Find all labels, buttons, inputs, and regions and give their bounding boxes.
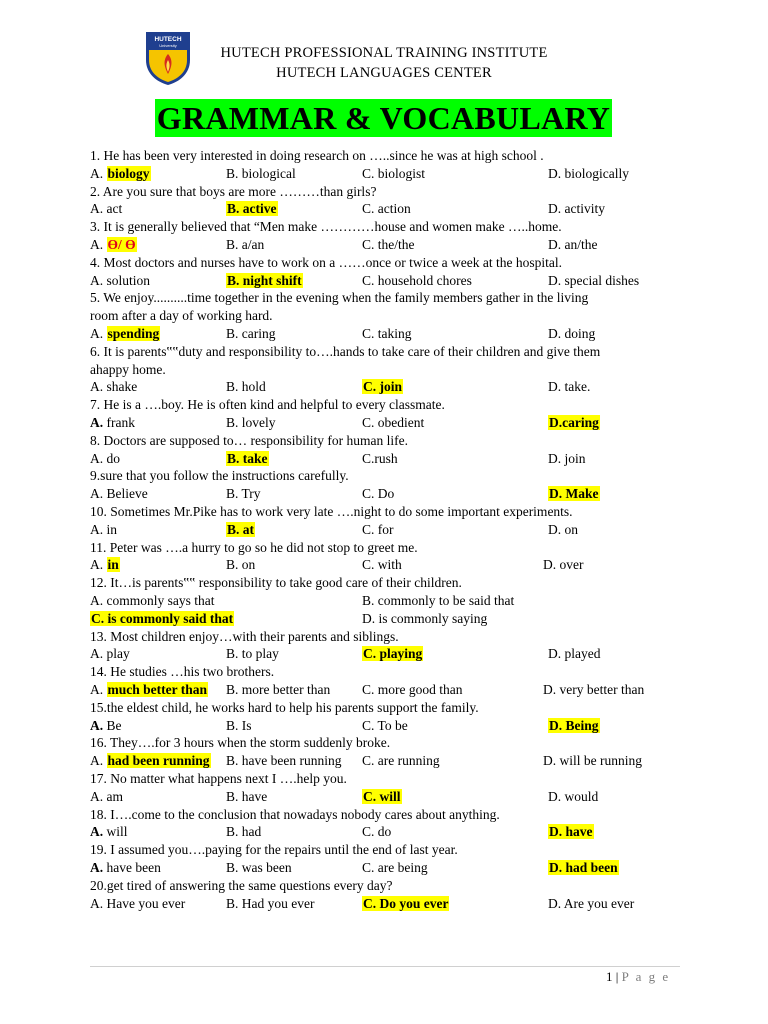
option-text: Had you ever (241, 895, 315, 911)
option-text: an/the (564, 237, 598, 252)
option-letter: D. (548, 237, 562, 252)
option-text: very better than (559, 682, 645, 697)
option-letter: C. (362, 272, 375, 288)
answer-option[interactable] (90, 788, 123, 805)
answer-option[interactable] (362, 485, 394, 502)
option-letter: B. (226, 824, 239, 840)
option-letter: A. (90, 326, 104, 341)
option-letter: D. (543, 682, 557, 697)
option-text: had (241, 824, 262, 840)
option-letter: B. (227, 450, 240, 466)
answer-option[interactable] (90, 645, 130, 662)
correct-answer-highlight (362, 789, 402, 804)
answer-option[interactable] (226, 414, 276, 431)
answer-option[interactable] (548, 859, 619, 876)
option-text: shake (106, 379, 138, 395)
option-text: solution (106, 272, 151, 288)
question-text: room after a day of working hard. (90, 308, 273, 324)
answer-option[interactable] (90, 450, 120, 467)
answer-option[interactable] (90, 521, 117, 538)
answer-option[interactable] (90, 592, 215, 609)
question-text: 12. It…is parents‟‟ responsibility to take good care of their children. (90, 575, 462, 591)
option-letter: B. (226, 788, 239, 804)
svg-text:University: University (159, 43, 177, 48)
option-text: Try (241, 486, 261, 502)
answer-option[interactable] (362, 895, 449, 912)
option-letter: D. (548, 272, 562, 288)
answer-option[interactable] (548, 521, 578, 538)
answer-option[interactable] (226, 521, 255, 538)
option-text: special dishes (564, 272, 640, 288)
correct-answer-highlight (548, 486, 600, 501)
answer-option[interactable] (362, 823, 391, 840)
option-letter: A. (90, 272, 104, 288)
answer-option[interactable] (543, 556, 584, 573)
option-letter: A. (90, 557, 104, 573)
question-text: 9.sure that you follow the instructions carefully. (90, 468, 349, 484)
option-text: have (241, 788, 268, 804)
option-letter: B. (226, 682, 239, 697)
option-text: biologically (564, 165, 629, 181)
option-letter: C. (362, 415, 375, 430)
option-text: is commonly said that (107, 610, 234, 626)
answer-option[interactable] (548, 645, 601, 662)
option-letter: B. (226, 717, 239, 733)
option-text: act (106, 201, 123, 217)
question-text: 8. Doctors are supposed to… responsibility for human life. (90, 432, 408, 448)
option-text: activity (564, 201, 605, 217)
option-letter: B. (226, 753, 239, 769)
question-text: 10. Sometimes Mr.Pike has to work very late ….night to do some important experiments. (90, 504, 573, 519)
option-letter: D. (548, 165, 562, 181)
option-letter: B. (226, 237, 239, 252)
option-letter: A. (90, 788, 104, 804)
answer-option[interactable] (548, 895, 634, 912)
option-letter: A. (90, 717, 104, 733)
option-text: was been (241, 860, 292, 875)
option-letter: A. (90, 237, 104, 252)
answer-option[interactable] (90, 717, 122, 734)
option-letter: D. (543, 753, 557, 769)
option-letter: A. (90, 753, 104, 769)
page-title: GRAMMAR & VOCABULARY (156, 100, 611, 136)
answer-option[interactable] (548, 414, 600, 431)
option-text: on (564, 521, 578, 537)
answer-option[interactable] (226, 788, 267, 805)
option-letter: C. (362, 557, 375, 573)
option-text: have (565, 824, 593, 840)
correct-answer-highlight (362, 646, 423, 661)
option-text: commonly says that (106, 593, 215, 608)
answer-option[interactable] (362, 200, 411, 217)
option-letter: C. (91, 610, 105, 626)
option-text: more better than (241, 682, 331, 697)
option-letter: D. (362, 610, 376, 626)
option-letter: C. (362, 824, 375, 840)
answer-option[interactable] (362, 272, 472, 289)
answer-option[interactable] (362, 236, 415, 253)
option-letter: C. (363, 646, 377, 662)
option-letter: D. (549, 824, 563, 840)
answer-option[interactable] (362, 788, 402, 805)
option-letter: C. (362, 237, 375, 252)
option-letter: C. (362, 450, 375, 466)
answer-option[interactable] (362, 521, 394, 538)
option-letter: C. (362, 486, 375, 502)
option-letter: A. (90, 379, 104, 395)
option-text: frank (106, 415, 135, 430)
option-text: rush (374, 450, 398, 466)
option-letter: A. (90, 895, 104, 911)
option-text: spending (107, 326, 160, 341)
answer-option[interactable] (226, 859, 292, 876)
question-text: 5. We enjoy..........time together in the evening when the family members gather in the living (90, 290, 589, 306)
option-text: are running (377, 753, 440, 769)
correct-answer-highlight (362, 379, 403, 394)
option-letter: B. (226, 646, 239, 662)
option-text: To be (377, 717, 408, 733)
answer-option[interactable] (548, 325, 595, 342)
answer-option[interactable] (226, 556, 255, 573)
answer-option[interactable] (226, 272, 303, 289)
answer-option[interactable] (548, 823, 594, 840)
answer-option[interactable] (226, 378, 266, 395)
answer-option[interactable] (548, 165, 629, 182)
question-text: 3. It is generally believed that “Men make …………house and women make …..home. (90, 219, 562, 235)
option-text: lovely (241, 415, 276, 430)
answer-option[interactable] (362, 165, 425, 182)
answer-option[interactable] (226, 200, 278, 217)
question-text: 1. He has been very interested in doing research on …..since he was at high school . (90, 148, 544, 163)
option-letter: C. (362, 682, 375, 697)
question-text: 18. I….come to the conclusion that nowadays nobody cares about anything. (90, 806, 500, 822)
answer-option[interactable] (548, 378, 590, 395)
option-text: household chores (377, 272, 472, 288)
answer-option[interactable] (548, 788, 598, 805)
svg-text:HUTECH: HUTECH (154, 36, 182, 43)
option-letter: D. (548, 895, 562, 911)
option-text: taking (377, 326, 412, 341)
page-label: P a g e (621, 969, 671, 984)
answer-option[interactable] (362, 717, 408, 734)
answer-option[interactable] (226, 325, 276, 342)
option-letter: C. (362, 753, 375, 769)
option-text: over (559, 557, 584, 573)
option-text: the/the (377, 237, 415, 252)
answer-option[interactable] (362, 414, 424, 431)
answer-option[interactable] (226, 895, 315, 912)
answer-option[interactable] (90, 200, 122, 217)
option-letter: D. (548, 646, 562, 662)
option-letter: D. (549, 486, 563, 502)
option-text: night shift (242, 272, 302, 288)
question-text: 7. He is a ….boy. He is often kind and helpful to every classmate. (90, 397, 445, 413)
option-letter: B. (227, 272, 240, 288)
question-text: 11. Peter was ….a hurry to go so he did not stop to greet me. (90, 539, 418, 555)
answer-option[interactable] (90, 859, 161, 876)
option-text: obedient (377, 415, 425, 430)
answer-option[interactable] (90, 272, 150, 289)
option-text: caring (562, 415, 599, 430)
option-text: Is (241, 717, 252, 733)
question-text: 13. Most children enjoy…with their parents and siblings. (90, 628, 399, 644)
option-letter: A. (90, 824, 104, 840)
option-text: much better than (107, 682, 207, 697)
option-letter: A. (90, 450, 104, 466)
question-text: 20.get tired of answering the same questions every day? (90, 877, 393, 893)
option-text: for (377, 521, 394, 537)
answer-option[interactable] (226, 752, 341, 769)
option-letter: D. (548, 788, 562, 804)
correct-answer-highlight (362, 896, 449, 911)
option-letter: A. (90, 593, 104, 608)
answer-option[interactable] (226, 681, 330, 698)
option-text: have been (106, 860, 161, 875)
option-letter: D. (548, 521, 562, 537)
answer-option[interactable] (90, 236, 137, 253)
option-text: Make (565, 486, 599, 502)
option-letter: A. (90, 415, 104, 430)
answer-option[interactable] (362, 325, 412, 342)
answer-option[interactable] (362, 645, 423, 662)
option-text: Have you ever (106, 895, 186, 911)
option-letter: A. (90, 860, 104, 875)
answer-option[interactable] (362, 752, 440, 769)
correct-answer-highlight (548, 860, 619, 875)
correct-answer-highlight (548, 824, 594, 839)
option-text: on (241, 557, 256, 573)
answer-option[interactable] (362, 450, 398, 467)
option-text: in (107, 557, 119, 573)
correct-answer-highlight (226, 273, 303, 288)
option-letter: D. (548, 326, 562, 341)
option-letter: B. (226, 415, 239, 430)
option-letter: B. (226, 860, 239, 875)
option-letter: B. (227, 521, 240, 537)
option-letter: D. (549, 860, 563, 875)
answer-option[interactable] (543, 752, 642, 769)
option-text: join (564, 450, 586, 466)
answer-option[interactable] (90, 485, 148, 502)
question-text: 14. He studies …his two brothers. (90, 664, 275, 680)
answer-option[interactable] (90, 823, 128, 840)
option-text: caring (241, 326, 276, 341)
answer-option[interactable] (226, 717, 252, 734)
option-text: will be running (559, 753, 642, 769)
correct-answer-highlight (226, 451, 269, 466)
option-letter: D. (549, 717, 563, 733)
option-text: to play (241, 646, 279, 662)
answer-option[interactable] (362, 610, 487, 627)
option-letter: D. (548, 201, 562, 217)
option-letter: C. (363, 788, 377, 804)
option-text: will (379, 788, 401, 804)
question-text: 4. Most doctors and nurses have to work on a ……once or twice a week at the hospital. (90, 254, 563, 270)
answer-option[interactable] (90, 325, 160, 342)
correct-answer-highlight (226, 522, 255, 537)
option-text: Are you ever (563, 895, 635, 911)
correct-answer-highlight (548, 718, 600, 733)
answer-option[interactable] (90, 681, 208, 698)
option-text: had been (565, 860, 618, 875)
answer-option[interactable] (90, 895, 185, 912)
option-letter: B. (226, 379, 239, 395)
option-text: am (106, 788, 123, 804)
option-text: action (377, 201, 411, 217)
option-text: commonly to be said that (377, 593, 515, 608)
option-letter: C. (363, 895, 377, 911)
question-text: 6. It is parents‟‟duty and responsibility to….hands to take care of their children and give them (90, 343, 601, 359)
option-letter: C. (362, 326, 375, 341)
option-letter: B. (226, 895, 239, 911)
page-number: 1 | P a g e (606, 969, 671, 984)
option-letter: A. (90, 486, 104, 502)
question-text: ahappy home. (90, 361, 166, 377)
option-text: is commonly saying (378, 610, 488, 626)
answer-option[interactable] (226, 485, 261, 502)
answer-option[interactable] (543, 681, 644, 698)
option-letter: B. (362, 593, 375, 608)
answer-option[interactable] (90, 414, 135, 431)
option-text: doing (564, 326, 596, 341)
answer-option[interactable] (362, 859, 428, 876)
question-text: 17. No matter what happens next I ….help you. (90, 771, 347, 786)
answer-option[interactable] (226, 645, 279, 662)
option-text: take (242, 450, 268, 466)
option-letter: A. (90, 682, 104, 697)
question-text: 15.the eldest child, he works hard to help his parents support the family. (90, 699, 479, 715)
option-text: had been running (107, 753, 210, 769)
option-letter: C. (362, 165, 375, 181)
option-text: do (377, 824, 392, 840)
footer-divider (90, 966, 680, 967)
center-name: HUTECH LANGUAGES CENTER (276, 65, 492, 81)
option-letter: C. (362, 717, 375, 733)
option-text: at (242, 521, 255, 537)
option-text: in (106, 521, 118, 537)
option-text: hold (241, 379, 266, 395)
option-text: Believe (106, 486, 148, 502)
answer-option[interactable] (548, 717, 600, 734)
option-text: playing (379, 646, 423, 662)
option-letter: A. (90, 646, 104, 662)
option-letter: C. (363, 379, 377, 395)
option-letter: B. (226, 326, 239, 341)
option-letter: D. (543, 557, 557, 573)
option-letter: D. (548, 379, 562, 395)
answer-option[interactable] (362, 378, 403, 395)
answer-option[interactable] (362, 592, 514, 609)
option-letter: C. (362, 860, 375, 875)
option-letter: B. (226, 557, 239, 573)
answer-option[interactable] (90, 752, 211, 769)
answer-option[interactable] (90, 610, 234, 627)
answer-option[interactable] (548, 236, 598, 253)
option-text: biologist (377, 165, 426, 181)
answer-option[interactable] (90, 378, 137, 395)
option-text: biology (107, 165, 150, 181)
option-letter: D. (548, 450, 562, 466)
option-text: active (242, 201, 277, 217)
answer-option[interactable] (362, 681, 463, 698)
answer-option[interactable] (226, 236, 264, 253)
question-text: 2. Are you sure that boys are more ………than girls? (90, 183, 377, 199)
option-text: more good than (377, 682, 463, 697)
question-text: 19. I assumed you….paying for the repairs until the end of last year. (90, 842, 458, 858)
option-letter: A. (90, 201, 104, 217)
option-letter: A. (90, 521, 104, 537)
option-text: have been running (241, 753, 342, 769)
answer-option[interactable] (90, 165, 151, 182)
correct-answer-highlight (226, 201, 278, 216)
option-text: will (106, 824, 128, 840)
option-text: do (106, 450, 120, 466)
option-text: play (106, 646, 130, 662)
option-letter: B. (227, 201, 240, 217)
answer-option[interactable] (548, 272, 639, 289)
answer-option[interactable] (548, 450, 586, 467)
answer-option[interactable] (362, 556, 402, 573)
option-text: biological (241, 165, 296, 181)
option-text: played (564, 646, 601, 662)
answer-option[interactable] (226, 823, 261, 840)
institute-name: HUTECH PROFESSIONAL TRAINING INSTITUTE (220, 45, 548, 61)
correct-answer-highlight (90, 611, 234, 626)
question-text: 16. They….for 3 hours when the storm suddenly broke. (90, 735, 391, 751)
option-letter: D. (549, 415, 563, 430)
option-text: a/an (241, 237, 265, 252)
option-letter: C. (362, 201, 375, 217)
option-text: Do (377, 486, 395, 502)
answer-option[interactable] (226, 450, 269, 467)
answer-option[interactable] (548, 200, 605, 217)
option-text: Be (106, 717, 122, 733)
option-text: Do you ever (379, 895, 449, 911)
option-letter: B. (226, 165, 239, 181)
answer-option[interactable] (226, 165, 296, 182)
answer-option[interactable] (548, 485, 600, 502)
option-text: join (379, 379, 403, 395)
option-text: Ɵ/ Ɵ (107, 237, 136, 252)
option-text: take. (564, 379, 591, 395)
option-text: are being (377, 860, 428, 875)
correct-answer-highlight (548, 415, 600, 430)
option-text: would (564, 788, 599, 804)
option-text: Being (565, 717, 599, 733)
answer-option[interactable] (90, 556, 120, 573)
option-letter: A. (90, 165, 104, 181)
option-letter: C. (362, 521, 375, 537)
option-letter: B. (226, 486, 239, 502)
option-text: with (377, 557, 402, 573)
